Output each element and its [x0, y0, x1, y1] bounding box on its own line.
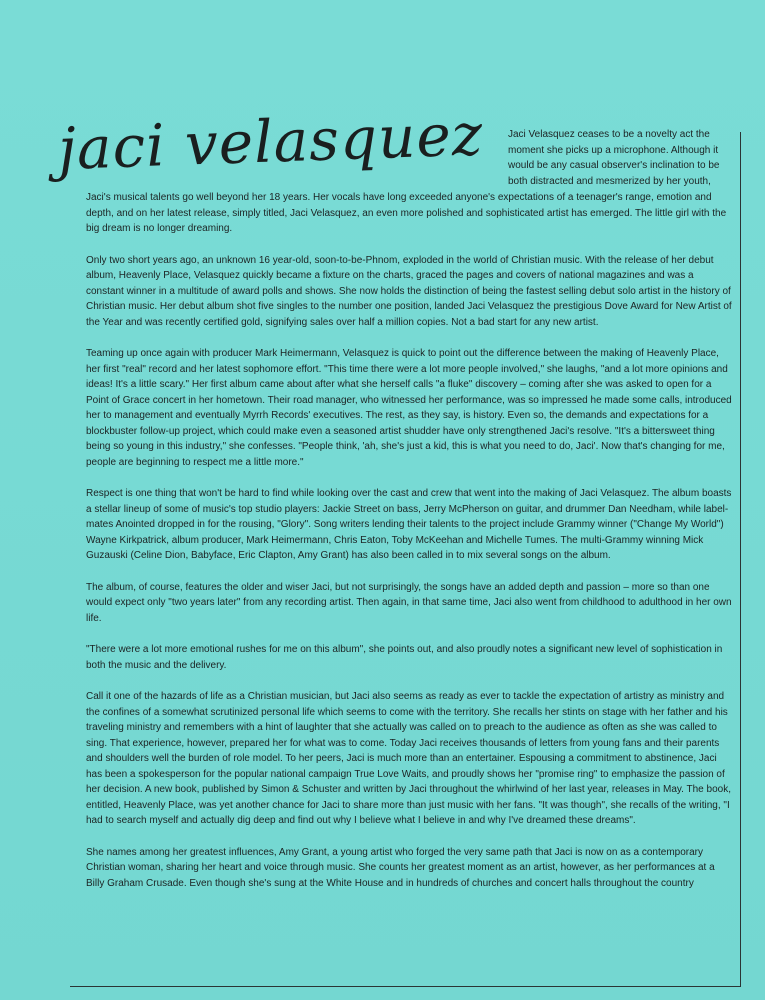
paragraph: The album, of course, features the older and wiser Jaci, but not surprisingly, the songs have an added depth and passion – more so than one would expect only "two years later" from any recording artist. Then again, in that same time, Jaci also went from childhood to adulthood in her own life. [86, 581, 732, 624]
intro-paragraph: Jaci Velasquez ceases to be a novelty act the moment she picks up a microphone. Although it would be any casual observer's inclination to be both distracted and mesmerized by her youth, [508, 129, 720, 187]
paragraph: Teaming up once again with producer Mark Heimermann, Velasquez is quick to point out the difference between the making of Heavenly Place, her first "real" record and her latest sophomore effort. "This time there were a lot more people involved," she laughs, "and a lot more opinions and ideas! It's a little scary." Her first album came about after what she herself calls "a fluke" discovery – coming after she was asked to open for a Point of Grace concert in her hometown. Their road manager, who witnessed her performance, was so impressed he made some calls, introduced her to management and eventually Myrrh Records' executives. The rest, as they say, is history. Even so, the demands and expectations for a blockbuster follow-up project, which could make even a seasoned artist shudder have only strengthened Jaci's resolve. "It's a bittersweet thing being so young in this industry," she confesses. "People think, 'ah, she's just a kid, this is what you need to do, Jaci'. Now that's changing for me, people are beginning to respect me a little more." [86, 348, 732, 468]
paragraph: Respect is one thing that won't be hard to find while looking over the cast and crew that went into the making of Jaci Velasquez. The album boasts a stellar lineup of some of music's top studio players: Jackie Street on bass, Jerry McPherson on guitar, and drummer Dan Needham, while label-mates Anointed dropped in for the rousing, "Glory". Song writers lending their talents to the project include Grammy winner ("Change My World") Wayne Kirkpatrick, album producer, Mark Heimermann, Chris Eaton, Toby McKeehan and Michelle Tumes. The multi-Grammy winning Mick Guzauski (Celine Dion, Babyface, Eric Clapton, Amy Grant) has also been called in to mix several songs on the album. [86, 488, 732, 561]
paragraph: Only two short years ago, an unknown 16 year-old, soon-to-be-Phnom, exploded in the world of Christian music. With the release of her debut album, Heavenly Place, Velasquez quickly became a fixture on the charts, graced the pages and covers of national magazines and was a constant winner in a multitude of award polls and shows. She now holds the distinction of being the fastest selling debut solo artist in the history of Christian music. Her debut album shot five singles to the number one position, landed Jaci Velasquez the prestigious Dove Award for New Artist of the Year and was recently certified gold, signifying sales over half a million copies. Not a bad start for any new artist. [86, 254, 732, 328]
frame-bottom-rule [70, 986, 741, 987]
frame-right-rule [740, 132, 741, 987]
body-text [86, 190, 732, 907]
document-title: jaci velasquez [56, 100, 485, 183]
paragraph: She names among her greatest influences, Amy Grant, a young artist who forged the very same path that Jaci is now on as a contemporary Christian woman, sharing her heart and voice through music. She counts her greatest moment as an artist, however, as her performances at a Billy Graham Crusade. Even though she's sung at the White House and in hundreds of churches and concert halls throughout the country [86, 846, 715, 889]
paragraph: "There were a lot more emotional rushes for me on this album", she points out, and also proudly notes a significant new level of sophistication in both the music and the delivery. [86, 644, 723, 671]
paragraph: Call it one of the hazards of life as a Christian musician, but Jaci also seems as ready as ever to tackle the expectation of artistry as ministry and the confines of a somewhat scrutinized personal life which seems to come with the territory. She recalls her stints on stage with her father and his traveling ministry and remembers with a hint of laughter that she actually was called on to preach to the audience as often as she was called to sing. That experience, however, prepared her for what was to come. Today Jaci receives thousands of letters from young fans and their parents and shoulders well the burden of role model. To her peers, Jaci is much more than an entertainer. Espousing a commitment to abstinence, Jaci has been a spokesperson for the popular national campaign True Love Waits, and proudly shows her "promise ring" to emphasize the passion of her decision. A new book, published by Simon & Schuster and written by Jaci throughout the whirlwind of her last year, releases in May. The book, entitled, Heavenly Place, was yet another chance for Jaci to share more than just music with her fans. "It was though", she recalls of the writing, "I had to search myself and actually dig deep and find out why I believe what I believe in and why I've dreamed these dreams". [86, 691, 731, 826]
paragraph: Jaci's musical talents go well beyond her 18 years. Her vocals have long exceeded anyone's expectations of a teenager's range, emotion and depth, and on her latest release, simply titled, Jaci Velasquez, an even more polished and sophisticated artist has emerged. The little girl with the big dream is no longer dreaming. [86, 192, 727, 234]
